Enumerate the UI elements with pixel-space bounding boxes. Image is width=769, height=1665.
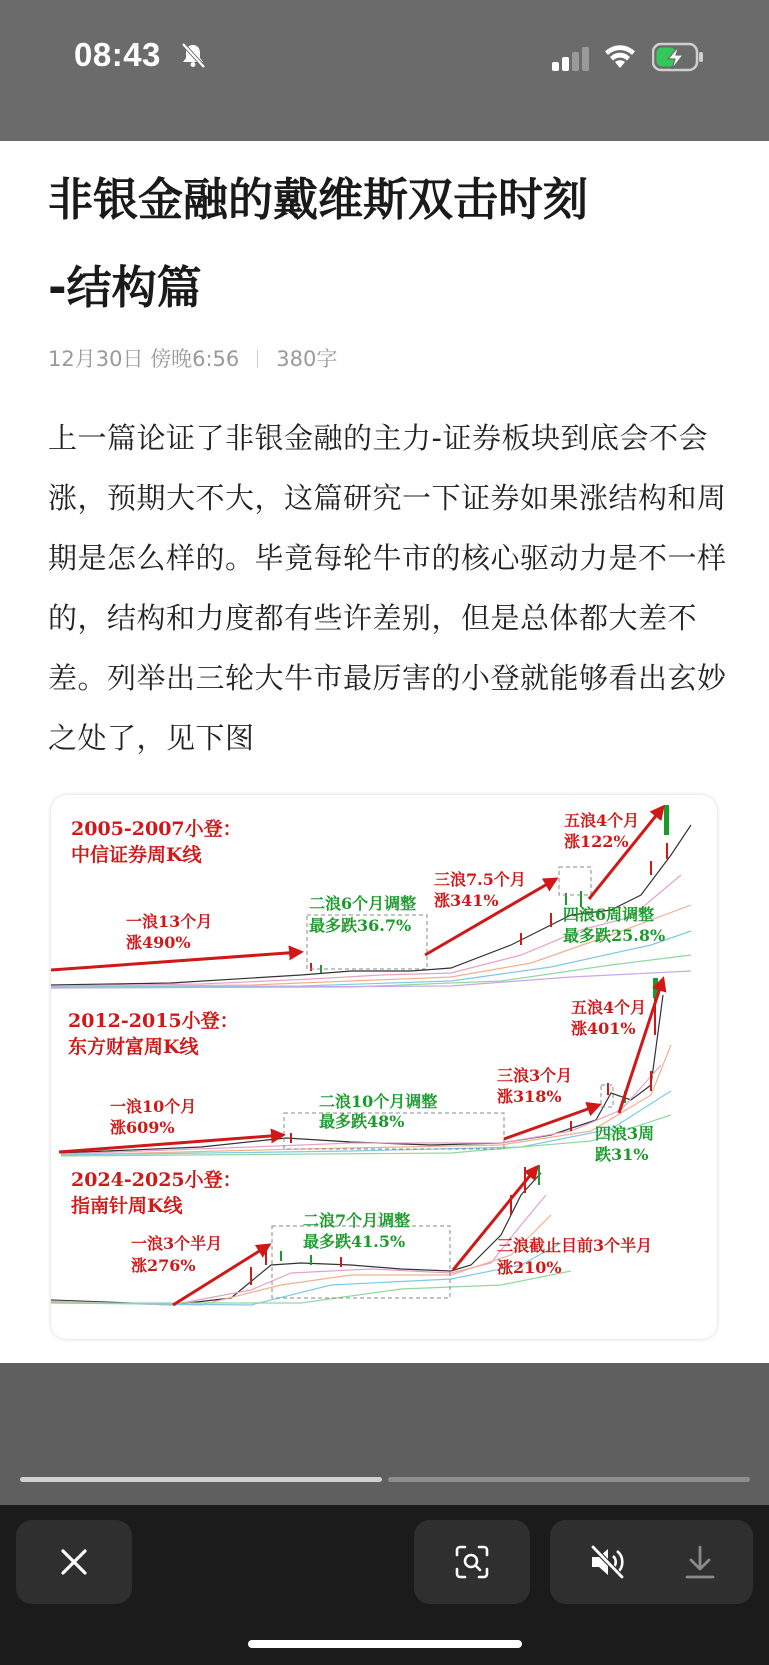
image-search-icon	[454, 1544, 490, 1580]
panel1-wave4-label: 四浪6周调整	[563, 905, 655, 924]
panel1-wave1-label: 一浪13个月	[126, 912, 213, 931]
panel2-wave2-value: 最多跌48%	[319, 1112, 405, 1131]
panel2-wave4-value: 跌31%	[595, 1145, 649, 1164]
story-progress-segment-1	[20, 1477, 382, 1482]
panel2-wave2-label: 二浪10个月调整	[319, 1092, 438, 1111]
close-button[interactable]	[16, 1520, 132, 1604]
panel3-wave1-label: 一浪3个半月	[131, 1234, 223, 1253]
status-bar	[0, 0, 769, 141]
panel1-subtitle: 中信证券周K线	[71, 844, 202, 866]
bell-muted-icon	[180, 42, 206, 68]
panel1-wave4-box	[559, 867, 591, 895]
panel1-candles	[311, 805, 669, 973]
panel2-wave1-label: 一浪10个月	[110, 1097, 197, 1116]
meta-divider	[257, 350, 258, 368]
download-icon[interactable]	[684, 1544, 716, 1580]
panel2-wave3-label: 三浪3个月	[497, 1066, 573, 1085]
panel2-wave5-value: 涨401%	[571, 1019, 636, 1038]
article-date: 12月30日 傍晚6:56	[48, 347, 240, 371]
close-icon	[59, 1547, 89, 1577]
panel1-wave1-value: 涨490%	[126, 933, 191, 952]
panel3-wave3-label: 三浪截止目前3个半月	[497, 1236, 653, 1255]
cellular-signal-icon	[552, 46, 592, 72]
panel3-wave3-value: 涨210%	[497, 1258, 562, 1277]
wifi-icon	[603, 42, 637, 70]
panel1-wave5-label: 五浪4个月	[564, 811, 640, 830]
panel3-wave1-value: 涨276%	[131, 1256, 196, 1275]
story-progress-segment-2	[388, 1477, 750, 1482]
media-controls	[550, 1520, 753, 1604]
status-time: 08:43	[74, 36, 161, 73]
panel1-wave2-value: 最多跌36.7%	[309, 916, 412, 935]
panel2-wave3-value: 涨318%	[497, 1087, 562, 1106]
speaker-muted-icon[interactable]	[588, 1544, 628, 1580]
image-search-button[interactable]	[414, 1520, 530, 1604]
battery-charging-icon	[652, 42, 704, 72]
article-word-count: 380字	[276, 347, 338, 371]
panel2-subtitle: 东方财富周K线	[68, 1036, 199, 1058]
panel1-title: 2005-2007小登：	[71, 818, 242, 840]
article-meta	[48, 343, 337, 373]
panel3-wave2-label: 二浪7个月调整	[303, 1211, 411, 1230]
article-title-line2: -结构篇	[48, 261, 202, 314]
panel3-title: 2024-2025小登：	[71, 1169, 242, 1191]
panel2-wave4-label: 四浪3周	[595, 1124, 655, 1143]
panel1-wave1-arrow	[51, 952, 301, 970]
panel3-subtitle: 指南针周K线	[71, 1195, 183, 1217]
panel1-wave5-value: 涨122%	[564, 832, 629, 851]
panel2-title: 2012-2015小登：	[68, 1010, 239, 1032]
article-content	[0, 141, 769, 1363]
panel1-wave3-label: 三浪7.5个月	[434, 870, 526, 889]
kline-chart-figure	[51, 795, 717, 1339]
article-paragraph: 上一篇论证了非银金融的主力-证券板块到底会不会涨，预期大不大，这篇研究一下证券如果涨结构和周期是怎么样的。毕竟每轮牛市的核心驱动力是不一样的，结构和力度都有些许差别，但是总体都大差不差。列举出三轮大牛市最厉害的小登就能够看出玄妙之处了，见下图	[48, 421, 727, 755]
article-chart-image[interactable]	[51, 795, 717, 1339]
article-title	[48, 156, 728, 332]
panel2-wave5-label: 五浪4个月	[571, 998, 647, 1017]
home-indicator	[248, 1640, 522, 1648]
panel3-wave2-value: 最多跌41.5%	[303, 1232, 406, 1251]
panel1-wave3-value: 涨341%	[434, 891, 499, 910]
panel1-wave2-label: 二浪6个月调整	[309, 894, 417, 913]
article-title-line1: 非银金融的戴维斯双击时刻	[48, 173, 589, 226]
panel2-wave1-value: 涨609%	[110, 1118, 175, 1137]
panel1-wave4-value: 最多跌25.8%	[563, 926, 666, 945]
